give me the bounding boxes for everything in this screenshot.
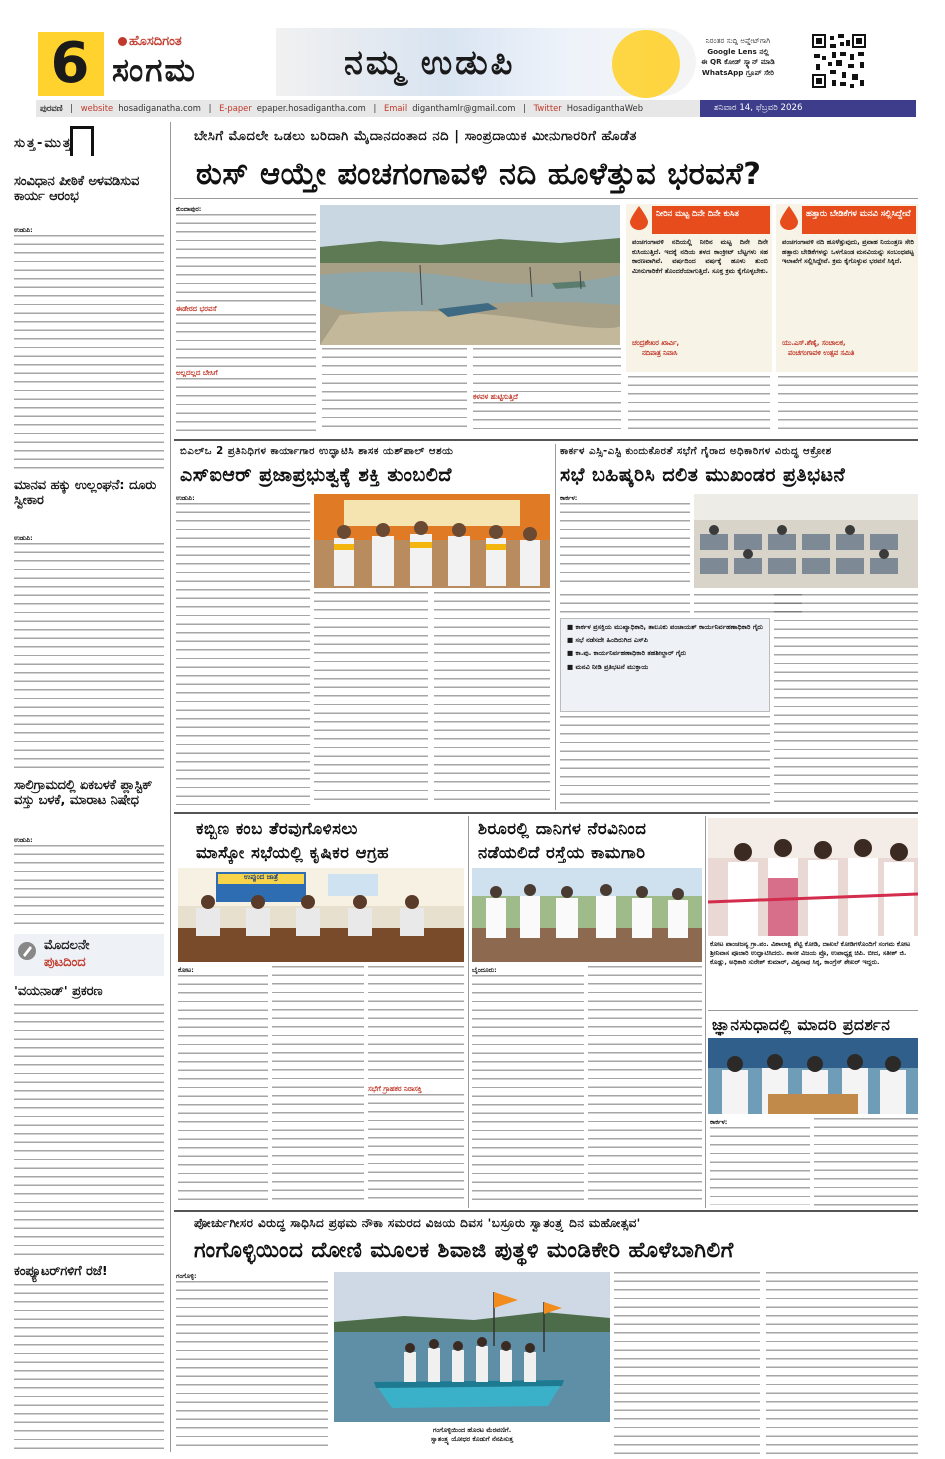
epaper-link[interactable]: epaper.hosadigantha.com <box>256 103 366 113</box>
shiroor-body-col2 <box>588 966 702 1206</box>
bottom-caption: ಗಂಗೊಳ್ಳಿಯಿಂದ ಹೊರಟ ಮೆರವಣಿಗೆ. ಸ್ವಾತಂತ್ರ್ಯ ಯೋಧರ ಕೊಡುಗೆ ನೆನಪಿಸುತ್ತ <box>430 1426 514 1443</box>
bottom-body-col1: ಗಂಗೊಳ್ಳಿ: <box>176 1272 328 1454</box>
lead-body-col1: ಕುಂದಾಪುರ: ಈಡೇರದ ಭರವಸೆ ಅಲ್ಲದಲ್ಲದ ಬೇಸಿಗೆ <box>176 205 316 435</box>
website-link[interactable]: hosadiganatha.com <box>118 103 201 113</box>
water-drop-icon <box>630 206 648 230</box>
karkala-bullet: ■ ಕಾ.ಪು. ಕಾರ್ಯನಿರ್ವಹಣಾಧಿಕಾರಿ ತಹಶೀಲ್ದಾರ್ ಗೈರು <box>567 649 687 658</box>
lead-quote-box-1: ನೀರಿನ ಮಟ್ಟ ದಿನೇ ದಿನೇ ಕುಸಿತ ಪಂಚಗಂಗಾವಳಿ ನದಿಯಲ್ಲಿ ನೀರಿನ ಮಟ್ಟ ದಿನೇ ದಿನೇ ಕುಸಿಯುತ್ತಿದೆ. ಇದಕ್ಕೆ ನದಿಯ ತಳದ ಕಾಂಕ್ರೀಟ್ ಬೆಟ್ಟಗಳು ಸಹ ಕಾರಣವಾಗಿವೆ. ವರ್ಷದಿಂದ ವರ್ಷಕ್ಕೆ ಹೂಳು ತುಂಬಿ ಮೀನುಗಾರಿಕೆಗೆ ತೊಂದರೆಯಾಗುತ್ತಿದೆ. ಸೂಕ್ತ ಕ್ರಮ ಕೈಗೊಳ್ಳಬೇಕು. ಚಂದ್ರಶೇಖರ ಖಾರ್ವಿ, ನದಿಪಾತ್ರ ನಿವಾಸಿ <box>626 204 772 372</box>
shiroor-headline-1: ಶಿರೂರಲ್ಲಿ ದಾನಿಗಳ ನೆರವಿನಿಂದ <box>478 819 647 838</box>
story5-headline: ಕಂಪ್ಯೂಟರ್‌ಗಳಿಗೆ ರಜೆ! <box>14 1264 108 1279</box>
bottom-headline: ಗಂಗೊಳ್ಳಿಯಿಂದ ದೋಣಿ ಮೂಲಕ ಶಿವಾಜಿ ಪುತ್ಥಳಿ ಮಂಡಿಕೇರಿ ಹೊಳೆಬಾಗಿಲಿಗೆ <box>194 1238 734 1263</box>
karkala-body-col1: ಕಾರ್ಕಳ: <box>560 494 690 590</box>
lead-kicker-bar <box>174 124 918 150</box>
brand-title: ಸಂಗಮ <box>112 51 197 89</box>
masko-body-col3: ಸಭೆಗೆ ಗ್ರಾಹಕರ ನಿರಾಸಕ್ತಿ <box>368 966 464 1206</box>
sir-headline: ಎಸ್‌ಐಆರ್ ಪ್ರಜಾಪ್ರಭುತ್ವಕ್ಕೆ ಶಕ್ತಿ ತುಂಬಲಿದೆ <box>180 464 452 486</box>
model-headline: ಜ್ಞಾನಸುಧಾದಲ್ಲಿ ಮಾದರಿ ಪ್ರದರ್ಶನ <box>712 1016 891 1034</box>
twitter-link[interactable]: HosadiganthaWeb <box>566 103 644 113</box>
karkala-bullets-box <box>560 618 770 712</box>
lead-quote-box-2: ಹತ್ತಾರು ಬೇಡಿಕೆಗಳ ಮನವಿ ಸಲ್ಲಿಸಿದ್ದೇವೆ ಪಂಚಗಂಗಾವಳಿ ನದಿ ಹೂಳೆತ್ತುವುದು, ಪ್ರವಾಹ ನಿಯಂತ್ರಣ ಸೇರಿ ಹತ್ತಾರು ಬೇಡಿಕೆಗಳನ್ನು ಒಳಗೊಂಡ ಮನವಿಯನ್ನು ಸಂಬಂಧಪಟ್ಟ ಇಲಾಖೆಗೆ ಸಲ್ಲಿಸಿದ್ದೇವೆ. ಕ್ರಮ ಕೈಗೊಳ್ಳುವ ಭರವಸೆ ಸಿಕ್ಕಿದೆ. ಯು.ಎಸ್.ಶೆಣೈ, ಸಂಚಾಲಕ, ಪಂಚಗಂಗಾವಳಿ ಉತ್ಸವ ಸಮಿತಿ <box>776 204 918 372</box>
frame-icon <box>70 126 94 156</box>
sir-body-col2 <box>314 592 428 806</box>
page-number: 6 <box>50 31 90 96</box>
sutta-mutta-logo: ಸುತ್ತ-ಮುತ್ತ <box>14 124 164 164</box>
masko-headline-2: ಮಾಸ್ಕೋ ಸಭೆಯಲ್ಲಿ ಕೃಷಿಕರ ಆಗ್ರಹ <box>196 843 390 862</box>
model-body-col1: ಕಾರ್ಕಳ: <box>710 1118 810 1206</box>
pencil-icon <box>18 940 36 962</box>
brand-small: ಹೊಸದಿಗಂತ <box>118 34 182 49</box>
story2-body: ಉಡುಪಿ: <box>14 534 164 774</box>
story4-body <box>14 1004 164 1256</box>
issue-date: ಶನಿವಾರ 14, ಫೆಬ್ರವರಿ 2026 <box>700 100 916 117</box>
lead-body-col2 <box>322 348 467 435</box>
karkala-bullet: ■ ಕಾರ್ಕಳ ಪ್ರಸಕ್ತಿಯ ಮುಖ್ಯಾಧಿಕಾರಿ, ತಾಲೂಕು ಪಂಚಾಯತ್ ಕಾರ್ಯನಿರ್ವಹಣಾಧಿಕಾರಿ ಗೈರು <box>567 623 763 631</box>
lead-photo-river <box>320 205 620 345</box>
email-link[interactable]: diganthamlr@gmail.com <box>412 103 516 113</box>
masko-headline-1: ಕಬ್ಬಿಣ ಕಂಬ ತೆರವುಗೊಳಿಸಲು <box>196 819 358 838</box>
model-photo <box>708 1038 918 1114</box>
from-front-page-banner: ಮೊದಲನೇ ಪುಟದಿಂದ <box>14 934 164 976</box>
masthead-info-bar: ಪುರವಣಿ | website hosadiganatha.com | E-paper epaper.hosadigantha.com | Email diganthamlr@gmail.com | Twitter HosadiganthaWeb <box>36 100 916 117</box>
model-body-col2 <box>814 1118 918 1206</box>
qr-code[interactable] <box>810 32 868 90</box>
story1-headline: ಸಂವಿಧಾನ ಪೀಠಿಕೆ ಅಳವಡಿಸುವ ಕಾರ್ಯ ಆರಂಭ <box>14 174 140 204</box>
masko-body-col2 <box>272 966 364 1206</box>
lead-headline: ಠುಸ್ ಆಯ್ತೇ ಪಂಚಗಂಗಾವಳಿ ನದಿ ಹೂಳೆತ್ತುವ ಭರವಸೆ? <box>196 157 762 192</box>
karkala-bullet: ■ ಮನವಿ ನೀಡಿ ಪ್ರತಿಭಟನೆ ಮುಕ್ತಾಯ <box>567 662 649 671</box>
story5-body <box>14 1284 164 1452</box>
karkala-body-col1b <box>560 594 690 614</box>
lead-body-col4 <box>628 376 770 435</box>
brand-logo-icon <box>118 37 127 46</box>
story4-headline: 'ವಯನಾಡ್' ಪ್ರಕರಣ <box>14 984 103 999</box>
bottom-photo-boat <box>334 1272 610 1422</box>
story3-headline: ಸಾಲಿಗ್ರಾಮದಲ್ಲಿ ಏಕಬಳಕೆ ಪ್ಲಾಸ್ಟಿಕ್ ವಸ್ತು ಬಳಕೆ, ಮಾರಾಟ ನಿಷೇಧ <box>14 778 153 808</box>
sir-photo <box>314 494 550 588</box>
sir-body-col1: ಉಡುಪಿ: <box>176 494 310 806</box>
shiroor-body-col1: ಬೈಂದೂರು: <box>472 966 584 1206</box>
karkala-photo <box>694 494 918 588</box>
shiroor-photo <box>472 868 702 962</box>
qr-instructions: ನಿರಂತರ ಸುದ್ದಿ ಅಪ್ಡೇಟ್‌ಗಾಗಿ Google Lens ನಲ್ಲಿ ಈ QR ಕೋಡ್ ಸ್ಕ್ಯಾನ್ ಮಾಡಿ WhatsApp ಗ್ರೂಪ್ ಸೇರಿ <box>701 36 775 77</box>
lead-body-col5 <box>778 376 918 435</box>
masko-body-col1: ಕೋಟ: <box>178 966 268 1206</box>
section-title: ನಮ್ಮ ಉಡುಪಿ <box>344 43 516 83</box>
bottom-kicker: ಪೋರ್ಚುಗೀಸರ ವಿರುದ್ಧ ಸಾಧಿಸಿದ ಪ್ರಥಮ ನೌಕಾ ಸಮರದ ವಿಜಯ ದಿವಸ 'ಬಸ್ರೂರು ಸ್ವಾತಂತ್ರ್ಯ ದಿನ ಮಹೋತ್ಸವ' <box>194 1216 641 1230</box>
karkala-kicker: ಕಾರ್ಕಳ ಎಸ್ಸಿ-ಎಸ್ಟಿ ಕುಂದುಕೊರತೆ ಸಭೆಗೆ ಗೈರಾದ ಅಧಿಕಾರಿಗಳ ವಿರುದ್ಧ ಆಕ್ರೋಶ <box>560 446 832 457</box>
shiroor-headline-2: ನಡೆಯಲಿದೆ ರಸ್ತೆಯ ಕಾಮಗಾರಿ <box>478 843 646 862</box>
story3-body: ಉಡುಪಿ: <box>14 836 164 928</box>
lead-kicker: ಬೇಸಿಗೆ ಮೊದಲೇ ಒಡಲು ಬರಿದಾಗಿ ಮೈದಾನದಂತಾದ ನದಿ | ಸಾಂಪ್ರದಾಯಿಕ ಮೀನುಗಾರರಿಗೆ ಹೊಡೆತ <box>194 129 638 144</box>
column-rule <box>170 122 171 1452</box>
masko-photo <box>178 868 464 962</box>
sir-kicker: ಬಿಎಲ್‌ಒ 2 ಪ್ರತಿನಿಧಿಗಳ ಕಾರ್ಯಾಗಾರ ಉದ್ಘಾಟಿಸಿ ಶಾಸಕ ಯಶ್‌ಪಾಲ್ ಆಶಯ <box>180 446 454 457</box>
kota-photo <box>708 818 918 936</box>
karkala-body-col2 <box>560 716 770 806</box>
karkala-body-col3 <box>774 594 918 806</box>
kota-caption: ಕೋಟ ಪಾಂಚಜನ್ಯ ಗ್ರಾ.ಪಂ. ವಿಶಾಲಾಕ್ಷಿ ಶೆಟ್ಟಿ ಕೋಡಿ, ದಾಖಲೆ ಕೋಡಿಗಳೊಂದಿಗೆ ಸಂಗಮ ಕೋಟ ಶ್ರೀನಿವಾಸ ಪೂಜಾರಿ ಉದ್ಘಾಟಿಸಿದರು. ಶಾಸಕ ವಿಜಯ ಪ್ರೊ, ಉಪಾಧ್ಯಕ್ಷ ಚಿಪಿ. ಬೀದ, ಸತೀಶ್ ಜಿ. ಕೊಡ್ಲು, ಅಧಿಕಾರಿ ಸುರೇಶ್ ಕುಮಾರ್, ವಿಶ್ವನಾಥ ಸಿಕ್ಕ, ಕಾಂಗ್ರೆಸ್ ಶೇಖರ್ ಇದ್ದರು. <box>710 940 911 966</box>
story2-headline: ಮಾನವ ಹಕ್ಕು ಉಲ್ಲಂಘನೆ: ದೂರು ಸ್ವೀಕಾರ <box>14 478 157 508</box>
sir-body-col3 <box>434 592 550 806</box>
bottom-body-col3 <box>766 1272 918 1454</box>
water-drop-icon-2 <box>780 206 798 230</box>
lead-body-col3: ಕಳವಳ ಹುಟ್ಟಿಸುತ್ತಿದೆ <box>473 348 621 435</box>
story1-body: ಉಡುಪಿ: <box>14 226 164 470</box>
karkala-bullet: ■ ಸಭೆ ನಡೆಸದೇ ಹಿಂದಿರುಗಿದ ಎಸ್‌ಪಿ <box>567 636 648 645</box>
masko-banner-text: ಉಪ್ಪುಂದ ಜಾತ್ರೆ <box>243 873 279 881</box>
bottom-body-col2 <box>614 1272 760 1454</box>
karkala-headline: ಸಭೆ ಬಹಿಷ್ಕರಿಸಿ ದಲಿತ ಮುಖಂಡರ ಪ್ರತಿಭಟನೆ <box>560 464 846 486</box>
